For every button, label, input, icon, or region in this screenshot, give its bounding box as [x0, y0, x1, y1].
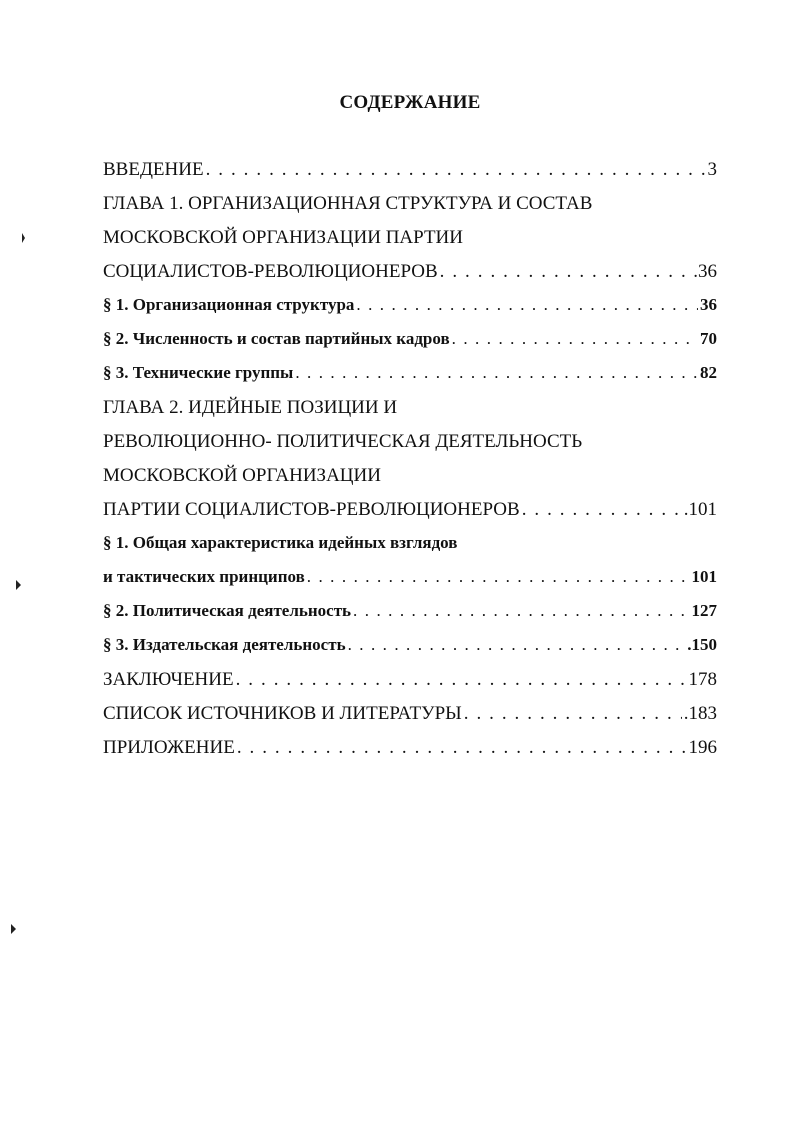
toc-entry-text: ГЛАВА 2. ИДЕЙНЫЕ ПОЗИЦИИ И	[103, 397, 398, 418]
toc-leader-dots	[351, 601, 689, 621]
toc-page-number: 3	[707, 159, 717, 180]
toc-entry-text: § 1. Общая характеристика идейных взглядов	[103, 533, 458, 552]
table-of-contents	[103, 159, 717, 771]
toc-leader-dots	[234, 669, 687, 691]
toc-entry-chapter-2-title-cont2	[103, 465, 717, 499]
toc-leader-dots	[462, 703, 682, 725]
toc-entry-ch2-sec2[interactable]	[103, 601, 717, 635]
scan-mark-icon	[22, 233, 25, 243]
toc-leader-dots	[293, 363, 698, 383]
toc-entry-text: и тактических принципов	[103, 567, 305, 586]
toc-leader-dots	[204, 159, 706, 181]
toc-leader-dots	[346, 635, 686, 655]
toc-leader-dots	[520, 499, 682, 521]
toc-page-number: 70	[700, 329, 717, 348]
toc-entry-text: ПРИЛОЖЕНИЕ	[103, 737, 235, 758]
toc-entry-text: § 2. Политическая деятельность	[103, 601, 352, 620]
toc-entry-ch1-sec2[interactable]	[103, 329, 717, 363]
page-title: СОДЕРЖАНИЕ	[339, 92, 481, 113]
toc-page-number: .183	[683, 703, 717, 724]
toc-entry-introduction[interactable]	[103, 159, 717, 193]
toc-entry-text: СПИСОК ИСТОЧНИКОВ И ЛИТЕРАТУРЫ	[103, 703, 462, 724]
toc-page-number: 127	[691, 601, 717, 620]
toc-entry-text: МОСКОВСКОЙ ОРГАНИЗАЦИИ	[103, 465, 381, 486]
toc-page-number: .150	[687, 635, 717, 654]
toc-entry-text: § 3. Технические группы	[103, 363, 294, 382]
toc-entry-text: РЕВОЛЮЦИОННО- ПОЛИТИЧЕСКАЯ ДЕЯТЕЛЬНОСТЬ	[103, 431, 583, 452]
toc-entry-chapter-1-title[interactable]	[103, 193, 717, 227]
toc-entry-text: § 1. Организационная структура	[103, 295, 355, 314]
toc-entry-chapter-2-title-cont	[103, 431, 717, 465]
toc-entry-text: СОЦИАЛИСТОВ-РЕВОЛЮЦИОНЕРОВ	[103, 261, 438, 282]
scan-mark-icon	[16, 580, 21, 590]
toc-entry-text: ПАРТИИ СОЦИАЛИСТОВ-РЕВОЛЮЦИОНЕРОВ	[103, 499, 520, 520]
toc-page-number: 82	[700, 363, 717, 382]
toc-entry-text: ЗАКЛЮЧЕНИЕ	[103, 669, 234, 690]
toc-entry-text: ГЛАВА 1. ОРГАНИЗАЦИОННАЯ СТРУКТУРА И СОСТАВ	[103, 193, 593, 214]
toc-entry-ch1-sec3[interactable]	[103, 363, 717, 397]
toc-entry-text: ВВЕДЕНИЕ	[103, 159, 204, 180]
toc-entry-appendix[interactable]	[103, 737, 717, 771]
scan-mark-icon	[11, 924, 16, 934]
toc-entry-bibliography[interactable]	[103, 703, 717, 737]
toc-entry-ch2-sec1[interactable]	[103, 533, 717, 567]
toc-entry-chapter-2-title-end[interactable]	[103, 499, 717, 533]
toc-entry-chapter-1-title-cont	[103, 227, 717, 261]
toc-entry-ch2-sec3[interactable]	[103, 635, 717, 669]
toc-leader-dots	[450, 329, 698, 349]
toc-entry-conclusion[interactable]	[103, 669, 717, 703]
toc-entry-chapter-1-title-end[interactable]	[103, 261, 717, 295]
toc-leader-dots	[305, 567, 690, 587]
toc-page-number: 36	[700, 295, 717, 314]
toc-leader-dots	[354, 295, 698, 315]
toc-page-number: 196	[688, 737, 717, 758]
toc-page-number: .36	[693, 261, 717, 282]
toc-page-number: 178	[688, 669, 717, 690]
toc-leader-dots	[235, 737, 687, 759]
toc-entry-chapter-2-title[interactable]	[103, 397, 717, 431]
toc-entry-ch2-sec1-end[interactable]	[103, 567, 717, 601]
toc-entry-text: § 2. Численность и состав партийных кадров	[103, 329, 450, 348]
toc-entry-text: МОСКОВСКОЙ ОРГАНИЗАЦИИ ПАРТИИ	[103, 227, 463, 248]
toc-leader-dots	[438, 261, 692, 283]
toc-page-number: 101	[691, 567, 717, 586]
toc-page-number: .101	[683, 499, 717, 520]
toc-entry-ch1-sec1[interactable]	[103, 295, 717, 329]
toc-entry-text: § 3. Издательская деятельность	[103, 635, 346, 654]
